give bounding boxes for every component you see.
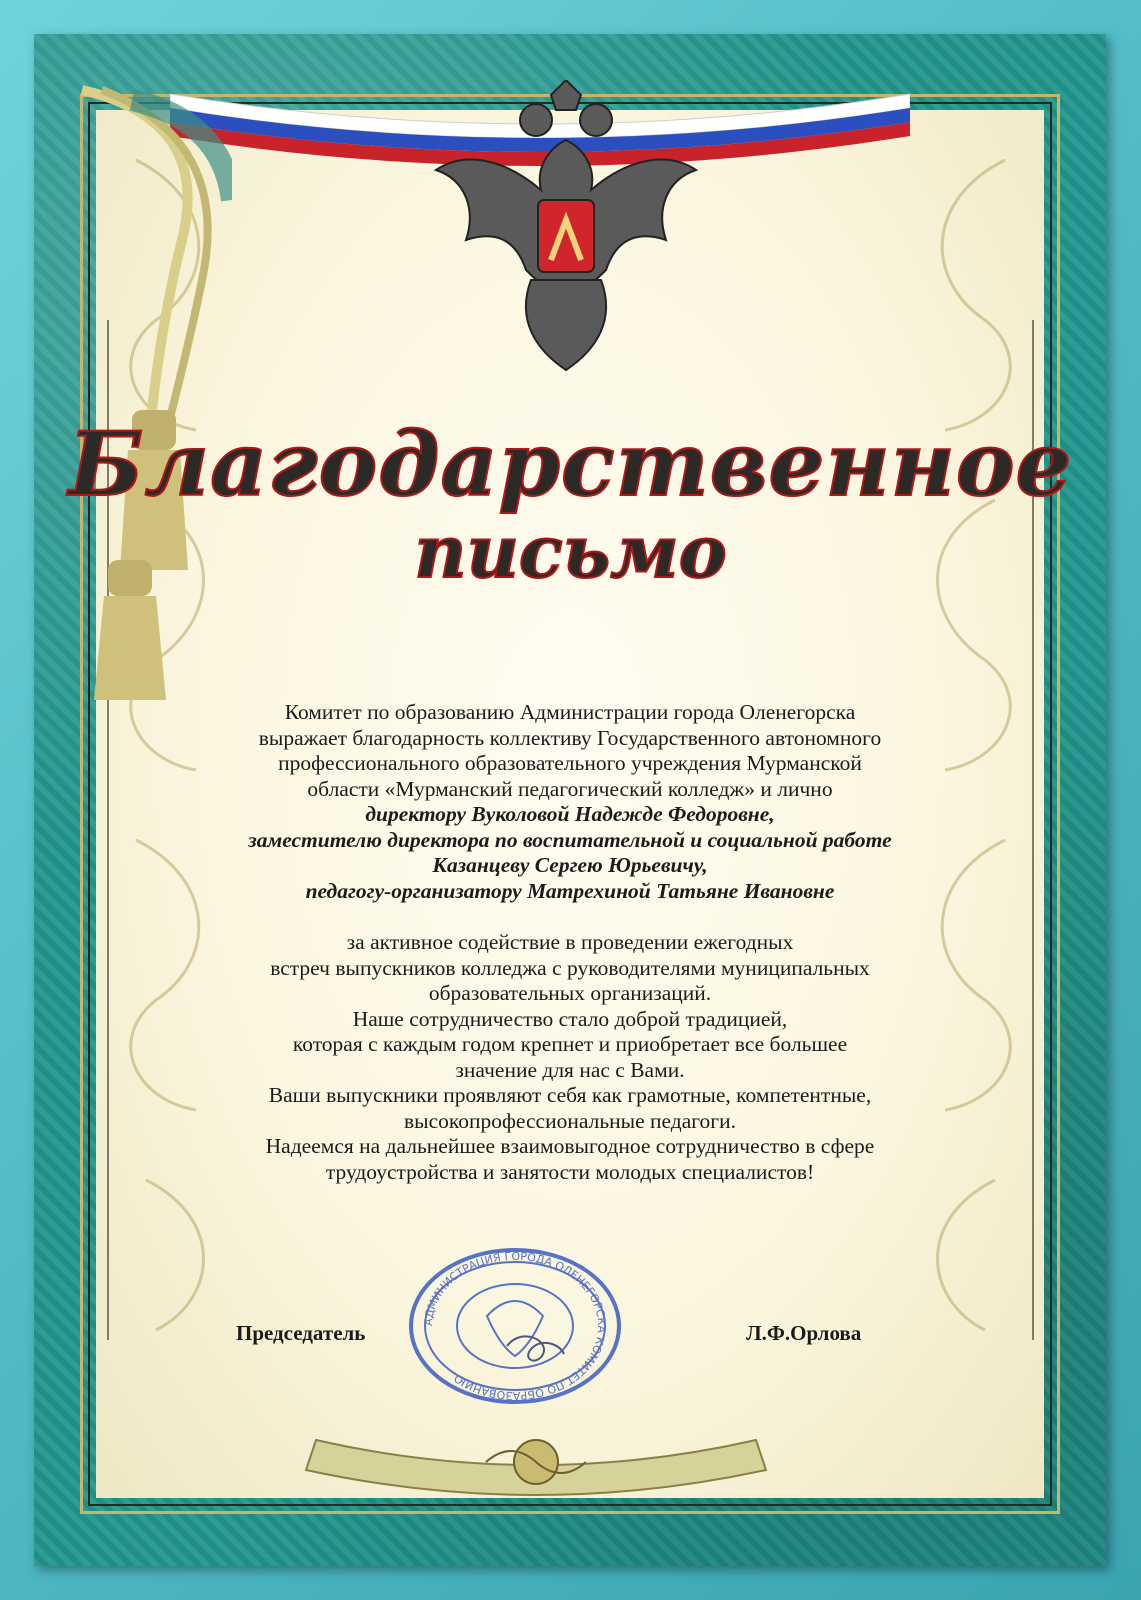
body-line: области «Мурманский педагогический колледж» и лично (307, 776, 833, 801)
letter-body (150, 700, 990, 1185)
body-line: значение для нас с Вами. (455, 1057, 685, 1082)
certificate-title (0, 412, 1141, 594)
recipient-line: Казанцеву Сергею Юрьевичу, (432, 853, 708, 877)
body-line: за активное содействие в проведении ежегодных (346, 930, 794, 954)
signatory-position: Председатель (236, 1321, 366, 1345)
title-line-1: Благодарственное (68, 412, 1073, 516)
stamp-text: АДМИНИСТРАЦИЯ ГОРОДА ОЛЕНЕГОРСКА КОМИТЕТ ПО ОБРАЗОВАНИЮ (421, 1249, 609, 1403)
body-line: Комитет по образованию Администрации города Оленегорска (284, 700, 856, 724)
body-line: Надеемся на дальнейшее взаимовыгодное сотрудничество в сфере (265, 1134, 875, 1158)
svg-text:АДМИНИСТРАЦИЯ ГОРОДА ОЛЕНЕГОРС (422, 1250, 608, 1402)
bottom-scroll-ornament (286, 1400, 786, 1510)
recipient-line: педагогу-организатору Матрехиной Татьяне Ивановне (305, 878, 835, 903)
body-line: трудоустройства и занятости молодых специалистов! (325, 1159, 815, 1184)
body-line: Наше сотрудничество стало доброй традицией, (352, 1006, 788, 1031)
official-stamp (402, 1246, 628, 1406)
tassel-decoration (62, 80, 232, 700)
coat-of-arms-emblem (426, 80, 706, 380)
body-line: выражает благодарность коллективу Государственного автономного (258, 725, 882, 750)
body-line: Ваши выпускники проявляют себя как грамотные, компетентные, (268, 1083, 872, 1107)
paragraph-gap (150, 904, 990, 930)
body-line: образовательных организаций. (428, 981, 712, 1005)
body-line: которая с каждым годом крепнет и приобретает все большее (292, 1032, 848, 1056)
body-line: профессионального образовательного учреждения Мурманской (278, 751, 862, 775)
recipient-line: директору Вуколовой Надежде Федоровне, (365, 802, 775, 826)
title-line-2: письмо (414, 509, 727, 594)
body-line: встреч выпускников колледжа с руководителями муниципальных (270, 955, 870, 980)
recipient-line: заместителю директора по воспитательной и социальной работе (248, 827, 892, 852)
body-line: высокопрофессиональные педагоги. (404, 1108, 736, 1133)
signatory-name: Л.Ф.Орлова (746, 1321, 862, 1345)
